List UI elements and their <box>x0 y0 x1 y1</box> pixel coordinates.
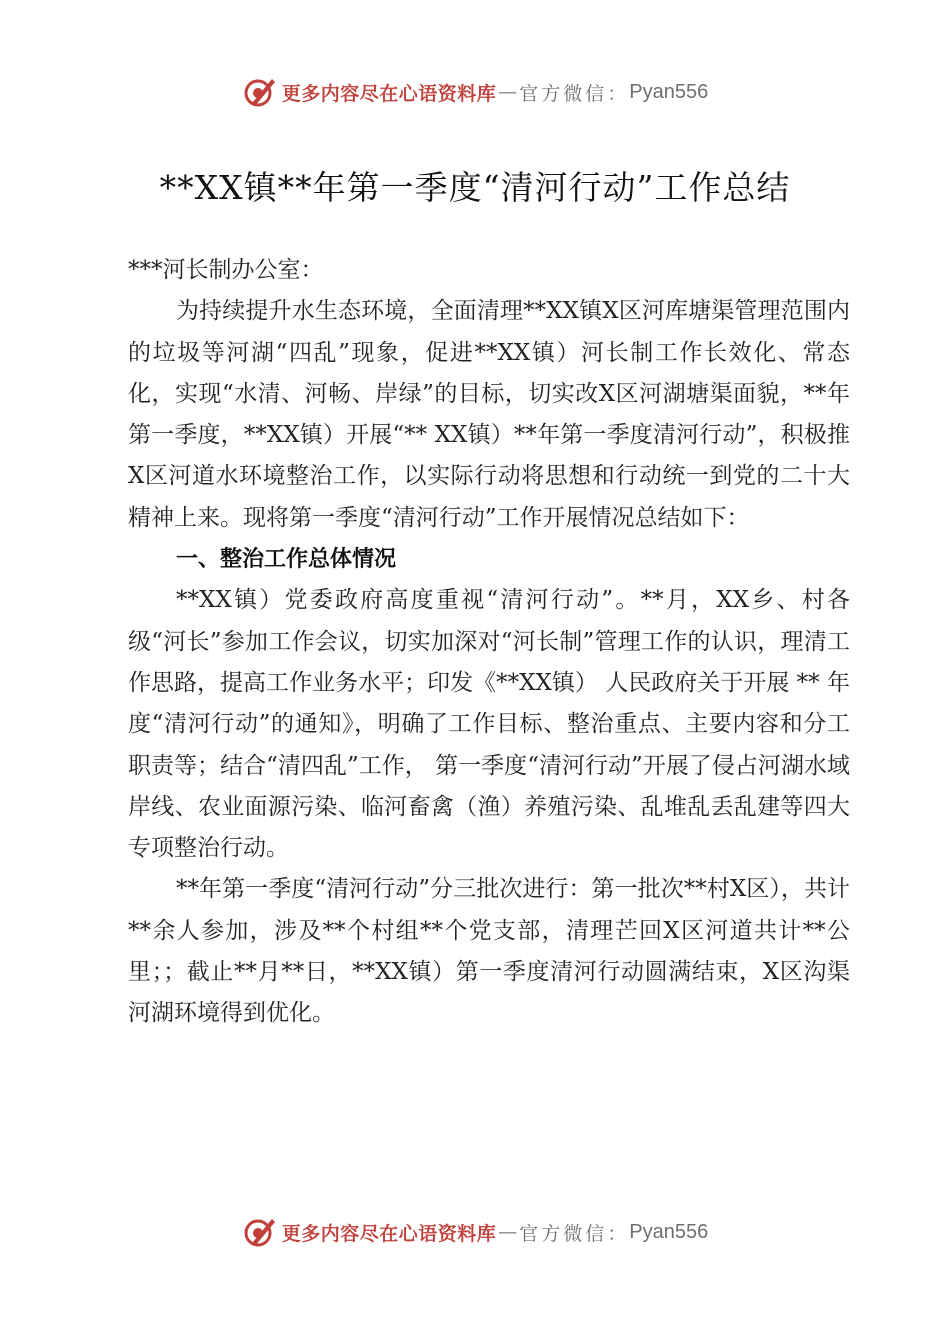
watermark-site-name: 更多内容尽在心语资料库 <box>281 82 497 105</box>
watermark-dash: — <box>498 1221 518 1243</box>
watermark-dash: — <box>498 81 518 103</box>
watermark-footer <box>0 1212 950 1252</box>
paragraph-batches: **年第一季度“清河行动”分三批次进行：第一批次**村X区），共计**余人参加，涉及**个村组**个党支部，清理芒回X区河道共计**公里；；截止**月**日，**XX镇）第一季度清河行动圆满结束，X区沟渠河湖环境得到优化。 <box>128 876 850 1027</box>
watermark-wechat-id: Pyan556 <box>629 1220 709 1243</box>
section-heading: 一、整治工作总体情况 <box>176 547 397 573</box>
paragraph-intro: 为持续提升水生态环境，全面清理**XX镇X区河库塘渠管理范围内的垃圾等河湖“四乱”现象，促进**XX镇）河长制工作长效化、常态化，实现“水清、河畅、岸绿”的目标，切实改X区河湖塘渠面貌，**年第一季度，**XX镇）开展“** XX镇）**年第一季度清河行动”，积极推X区河道水环境整治工作，以实际行动将思想和行动统一到党的二十大精神上来。现将第一季度“清河行动”工作开展情况总结如下： <box>128 298 850 531</box>
document-title: **XX镇**年第一季度“清河行动”工作总结 <box>159 168 791 207</box>
watermark-official-label: 官方微信： <box>519 1222 630 1245</box>
pen-logo-icon <box>242 1215 276 1249</box>
addressee: ***河长制办公室： <box>128 257 324 283</box>
paragraph-overview: **XX镇）党委政府高度重视“清河行动”。**月，XX乡、村各级“河长”参加工作会议，切实加深对“河长制”管理工作的认识，理清工作思路，提高工作业务水平；印发《**XX镇） 人民政府关于开展 ** 年度“清河行动”的通知》，明确了工作目标、整治重点、主要内容和分工职责等；结合“清四乱”工作， 第一季度“清河行动”开展了侵占河湖水域岸线、农业面源污染、临河畜禽（渔）养殖污染、乱堆乱丢乱建等四大专项整治行动。 <box>128 587 850 862</box>
watermark-official-label: 官方微信： <box>519 82 630 105</box>
watermark-header <box>0 72 950 112</box>
document-body <box>128 250 850 1035</box>
watermark-wechat-id: Pyan556 <box>629 80 709 103</box>
watermark-site-name: 更多内容尽在心语资料库 <box>281 1222 497 1245</box>
pen-logo-icon <box>242 75 276 109</box>
